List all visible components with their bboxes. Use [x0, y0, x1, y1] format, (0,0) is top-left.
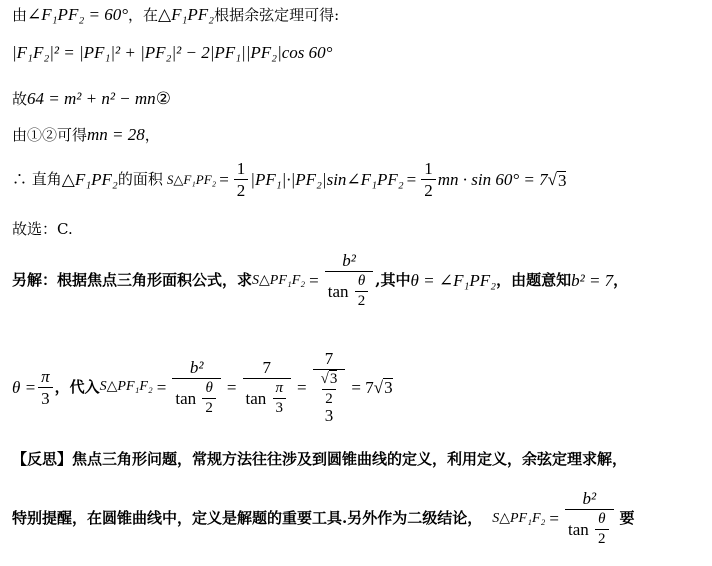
reminder-line: 特别提醒，在圆锥曲线中，定义是解题的重要工具.另外作为二级结论， S△PF₁F₂ = b² tan $\frac{\theta}{2}$ 要	[12, 489, 635, 547]
b2-over-tan: b² tan $\frac{\theta}{2}$	[565, 490, 614, 547]
pi-over-3: $\frac{\pi}{3}$	[38, 368, 53, 407]
text: 另解：根据焦点三角形面积公式，求	[12, 271, 253, 289]
substitution-line: θ = $\frac{\pi}{3}$ ，代入 S△PF₁F₂ = b² tan $\frac{\theta}{2}$ = 7 tan $\frac{\pi}{3}$ = 7 $\frac{√3}{2}$ 3 = 7 √ 3	[12, 349, 393, 425]
text: ,其中	[375, 271, 411, 289]
theta-def: θ = ∠F₁PF₂	[410, 271, 497, 290]
text: ∴ 直角	[12, 170, 62, 188]
text: ，	[613, 271, 629, 289]
area-product: |PF₁|·|PF₂|sin∠F₁PF₂	[250, 170, 404, 189]
alt-solution-line: 另解：根据焦点三角形面积公式，求 S△PF₁F₂ = b² tan $\frac{\theta}{2}$ ,其中 θ = ∠F₁PF₂ ，由题意知 b² = 7 ，	[12, 251, 629, 309]
area-symbol: S△F₁PF₂	[166, 172, 217, 187]
text: 故	[12, 90, 28, 108]
text: ，代入	[54, 377, 100, 396]
text: 要	[619, 509, 635, 527]
half-fraction: $\frac{1}{2}$	[421, 160, 436, 199]
answer-line: 故选：C.	[12, 220, 73, 238]
b2-over-tan: b² tan $\frac{\theta}{2}$	[172, 359, 221, 416]
text: ，由题意知	[496, 271, 572, 289]
text: 的面积	[117, 170, 163, 188]
area-symbol: S△PF₁F₂	[99, 379, 153, 394]
line-1	[12, 6, 339, 23]
seven-over-tan: 7 tan $\frac{\pi}{3}$	[243, 359, 292, 416]
half-fraction: $\frac{1}{2}$	[234, 160, 249, 199]
reflection-line: 【反思】焦点三角形问题，常规方法往往涉及到圆锥曲线的定义，利用定义，余弦定理求解，	[12, 450, 628, 468]
triangle-label: △F₁PF₂	[158, 5, 215, 24]
text: 由①②可得	[12, 126, 88, 144]
triangle-label: △F₁PF₂	[61, 170, 118, 189]
area-line: ∴ 直角 △F₁PF₂ 的面积 S△F₁PF₂ = $\frac{1}{2}$ |PF₁|·|PF₂|sin∠F₁PF₂ = $\frac{1}{2}$ mn · sin 60° = 7 √ 3	[12, 159, 567, 200]
line-4	[12, 126, 160, 143]
b2-value: b² = 7	[571, 271, 614, 290]
text: ，在	[128, 6, 159, 24]
text: ，	[144, 126, 160, 144]
text: 由	[12, 6, 28, 24]
area-symbol: S△PF₁F₂	[252, 272, 306, 288]
area-symbol: S△PF₁F₂	[492, 510, 546, 526]
circled-two: ②	[155, 89, 171, 109]
area-value: mn · sin 60° = 7	[437, 170, 548, 189]
b2-over-tan: b² tan $\frac{\theta}{2}$	[325, 252, 374, 309]
seven-over-root3: 7 $\frac{√3}{2}$ 3	[313, 350, 346, 424]
theta-eq: θ =	[12, 377, 37, 397]
sqrt-3: 3	[557, 170, 567, 190]
angle-eq: ∠F₁PF₂ = 60°	[27, 5, 129, 24]
mn-result: mn = 28	[87, 125, 145, 144]
final-eq: = 7	[351, 377, 374, 397]
line-3	[12, 90, 171, 108]
law-of-cosines-formula: |F₁F₂|² = |PF₁|² + |PF₂|² − 2|PF₁||PF₂|cos 60°	[12, 43, 333, 62]
text: 根据余弦定理可得:	[214, 6, 340, 24]
equation-2: 64 = m² + n² − mn	[27, 89, 156, 108]
text: 特别提醒，在圆锥曲线中，定义是解题的重要工具.另外作为二级结论，	[12, 509, 483, 527]
sqrt-3: 3	[384, 378, 393, 397]
